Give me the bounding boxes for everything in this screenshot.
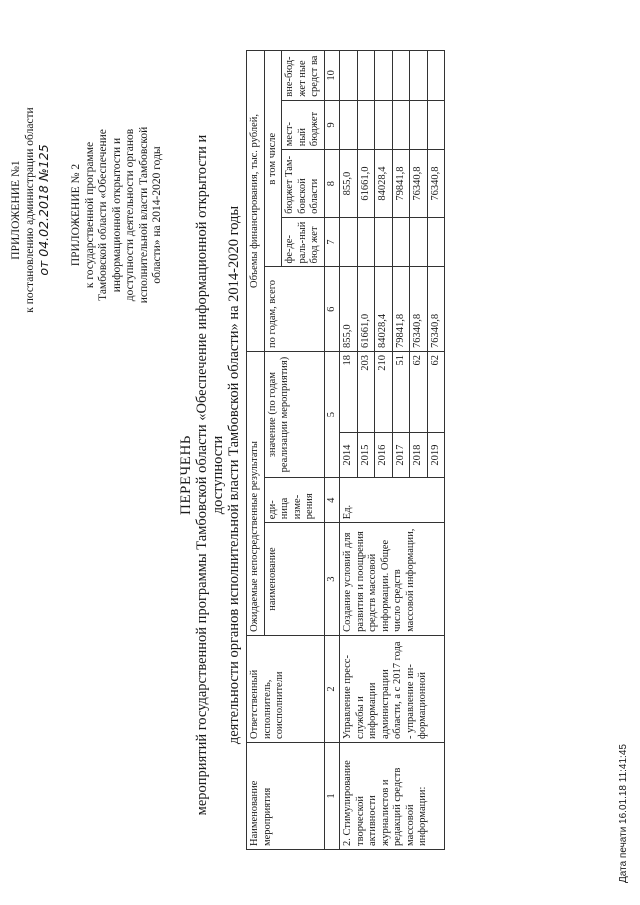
- appendix-2-line: к государственной программе: [83, 141, 96, 289]
- federal-cell: [375, 217, 393, 267]
- year-cell: 2015: [357, 433, 375, 478]
- header-funding: Объемы финансирования, тыс. рублей,: [247, 51, 265, 352]
- measures-table: [246, 50, 445, 850]
- document-title: [178, 125, 242, 825]
- header-including: в том числе: [264, 51, 282, 267]
- header-total: по годам, всего: [264, 267, 324, 352]
- total-cell: 76340,8: [410, 267, 428, 352]
- column-number: 8: [324, 150, 340, 218]
- regional-cell: 61661,0: [357, 150, 375, 218]
- federal-cell: [410, 217, 428, 267]
- header-extra: вне-бюд-жет ные средст ва: [282, 51, 325, 101]
- local-cell: [410, 100, 428, 150]
- header-result-value: значение (по годам реализации мероприятия): [264, 351, 324, 477]
- federal-cell: [392, 217, 410, 267]
- federal-cell: [427, 217, 445, 267]
- column-number-row: [324, 51, 340, 850]
- value-cell: 210: [375, 351, 393, 432]
- appendix-2-line: области» на 2014-2020 годы: [151, 146, 163, 284]
- column-number: 10: [324, 51, 340, 101]
- header-result-name: наименование: [264, 523, 324, 636]
- federal-cell: [357, 217, 375, 267]
- year-cell: 2017: [392, 433, 410, 478]
- total-cell: 61661,0: [357, 267, 375, 352]
- local-cell: [357, 100, 375, 150]
- year-cell: 2019: [427, 433, 445, 478]
- regional-cell: 855,0: [340, 150, 358, 218]
- year-cell: 2014: [340, 433, 358, 478]
- total-cell: 84028,4: [375, 267, 393, 352]
- column-number: 1: [324, 742, 340, 849]
- local-cell: [375, 100, 393, 150]
- appendix-1-block: [10, 60, 51, 360]
- appendix-1-date: от 04.02.2018 №125: [36, 144, 51, 276]
- extra-cell: [427, 51, 445, 101]
- local-cell: [340, 100, 358, 150]
- year-cell: 2018: [410, 433, 428, 478]
- value-cell: 18: [340, 351, 358, 432]
- regional-cell: 76340,8: [427, 150, 445, 218]
- appendix-2-line: Тамбовской области «Обеспечение: [97, 129, 109, 301]
- total-cell: 79841,8: [392, 267, 410, 352]
- appendix-2-line: исполнительной власти Тамбовской: [137, 126, 150, 304]
- appendix-2-title: ПРИЛОЖЕНИЕ № 2: [70, 163, 82, 267]
- extra-cell: [357, 51, 375, 101]
- value-cell: 51: [392, 351, 410, 432]
- value-cell: 62: [410, 351, 428, 432]
- header-measure: Наименование мероприятия: [247, 742, 325, 849]
- header-row-1: [247, 51, 265, 850]
- total-cell: 76340,8: [427, 267, 445, 352]
- column-number: 7: [324, 217, 340, 267]
- title-line-2: деятельности органов исполнительной власти Тамбовской области» на 2014-2020 годы: [226, 205, 242, 745]
- regional-cell: 76340,8: [410, 150, 428, 218]
- local-cell: [427, 100, 445, 150]
- extra-cell: [340, 51, 358, 101]
- header-results: Ожидаемые непосредственные результаты: [247, 351, 265, 635]
- result-name-cell: Создание условий для развития и поощрения средств массовой информации. Общее число средств массовой информации,: [340, 523, 445, 636]
- header-federal: фе-де-раль-ный бюд жет: [282, 217, 325, 267]
- appendix-2-line: доступности деятельности органов: [124, 128, 136, 302]
- print-date: Дата печати 16.01.18 11:41:45: [618, 744, 629, 883]
- extra-cell: [392, 51, 410, 101]
- column-number: 2: [324, 635, 340, 742]
- appendix-2-block: [70, 90, 165, 340]
- column-number: 5: [324, 351, 340, 477]
- executor-cell: Управление пресс-службы и информации администрации области, а с 2017 года - управление ин-формационной: [340, 635, 445, 742]
- extra-cell: [375, 51, 393, 101]
- value-cell: 62: [427, 351, 445, 432]
- appendix-1-title: ПРИЛОЖЕНИЕ №1: [10, 160, 22, 260]
- table-row: [340, 51, 358, 850]
- header-local: мест-ный бюджет: [282, 100, 325, 150]
- regional-cell: 79841,8: [392, 150, 410, 218]
- title-line-1: мероприятий государственной программы Тамбовской области «Обеспечение информационной открытости и доступности: [194, 134, 226, 816]
- local-cell: [392, 100, 410, 150]
- column-number: 4: [324, 478, 340, 523]
- column-number: 3: [324, 523, 340, 636]
- header-regional: бюджет Там-бовской области: [282, 150, 325, 218]
- regional-cell: 84028,4: [375, 150, 393, 218]
- header-executor: Ответственный исполнитель, соисполнители: [247, 635, 325, 742]
- extra-cell: [410, 51, 428, 101]
- title-main: ПЕРЕЧЕНЬ: [178, 435, 194, 515]
- measure-cell: 2. Стимулирование творческой активности журналистов и редакций средств массовой информации:: [340, 742, 445, 849]
- unit-cell: Ед.: [340, 478, 445, 523]
- year-cell: 2016: [375, 433, 393, 478]
- federal-cell: [340, 217, 358, 267]
- total-cell: 855,0: [340, 267, 358, 352]
- column-number: 6: [324, 267, 340, 352]
- appendix-2-line: информационной открытости и: [110, 137, 123, 293]
- value-cell: 203: [357, 351, 375, 432]
- appendix-1-decree: к постановлению администрации области: [23, 107, 36, 313]
- header-result-unit: еди-ница изме-рения: [264, 478, 324, 523]
- column-number: 9: [324, 100, 340, 150]
